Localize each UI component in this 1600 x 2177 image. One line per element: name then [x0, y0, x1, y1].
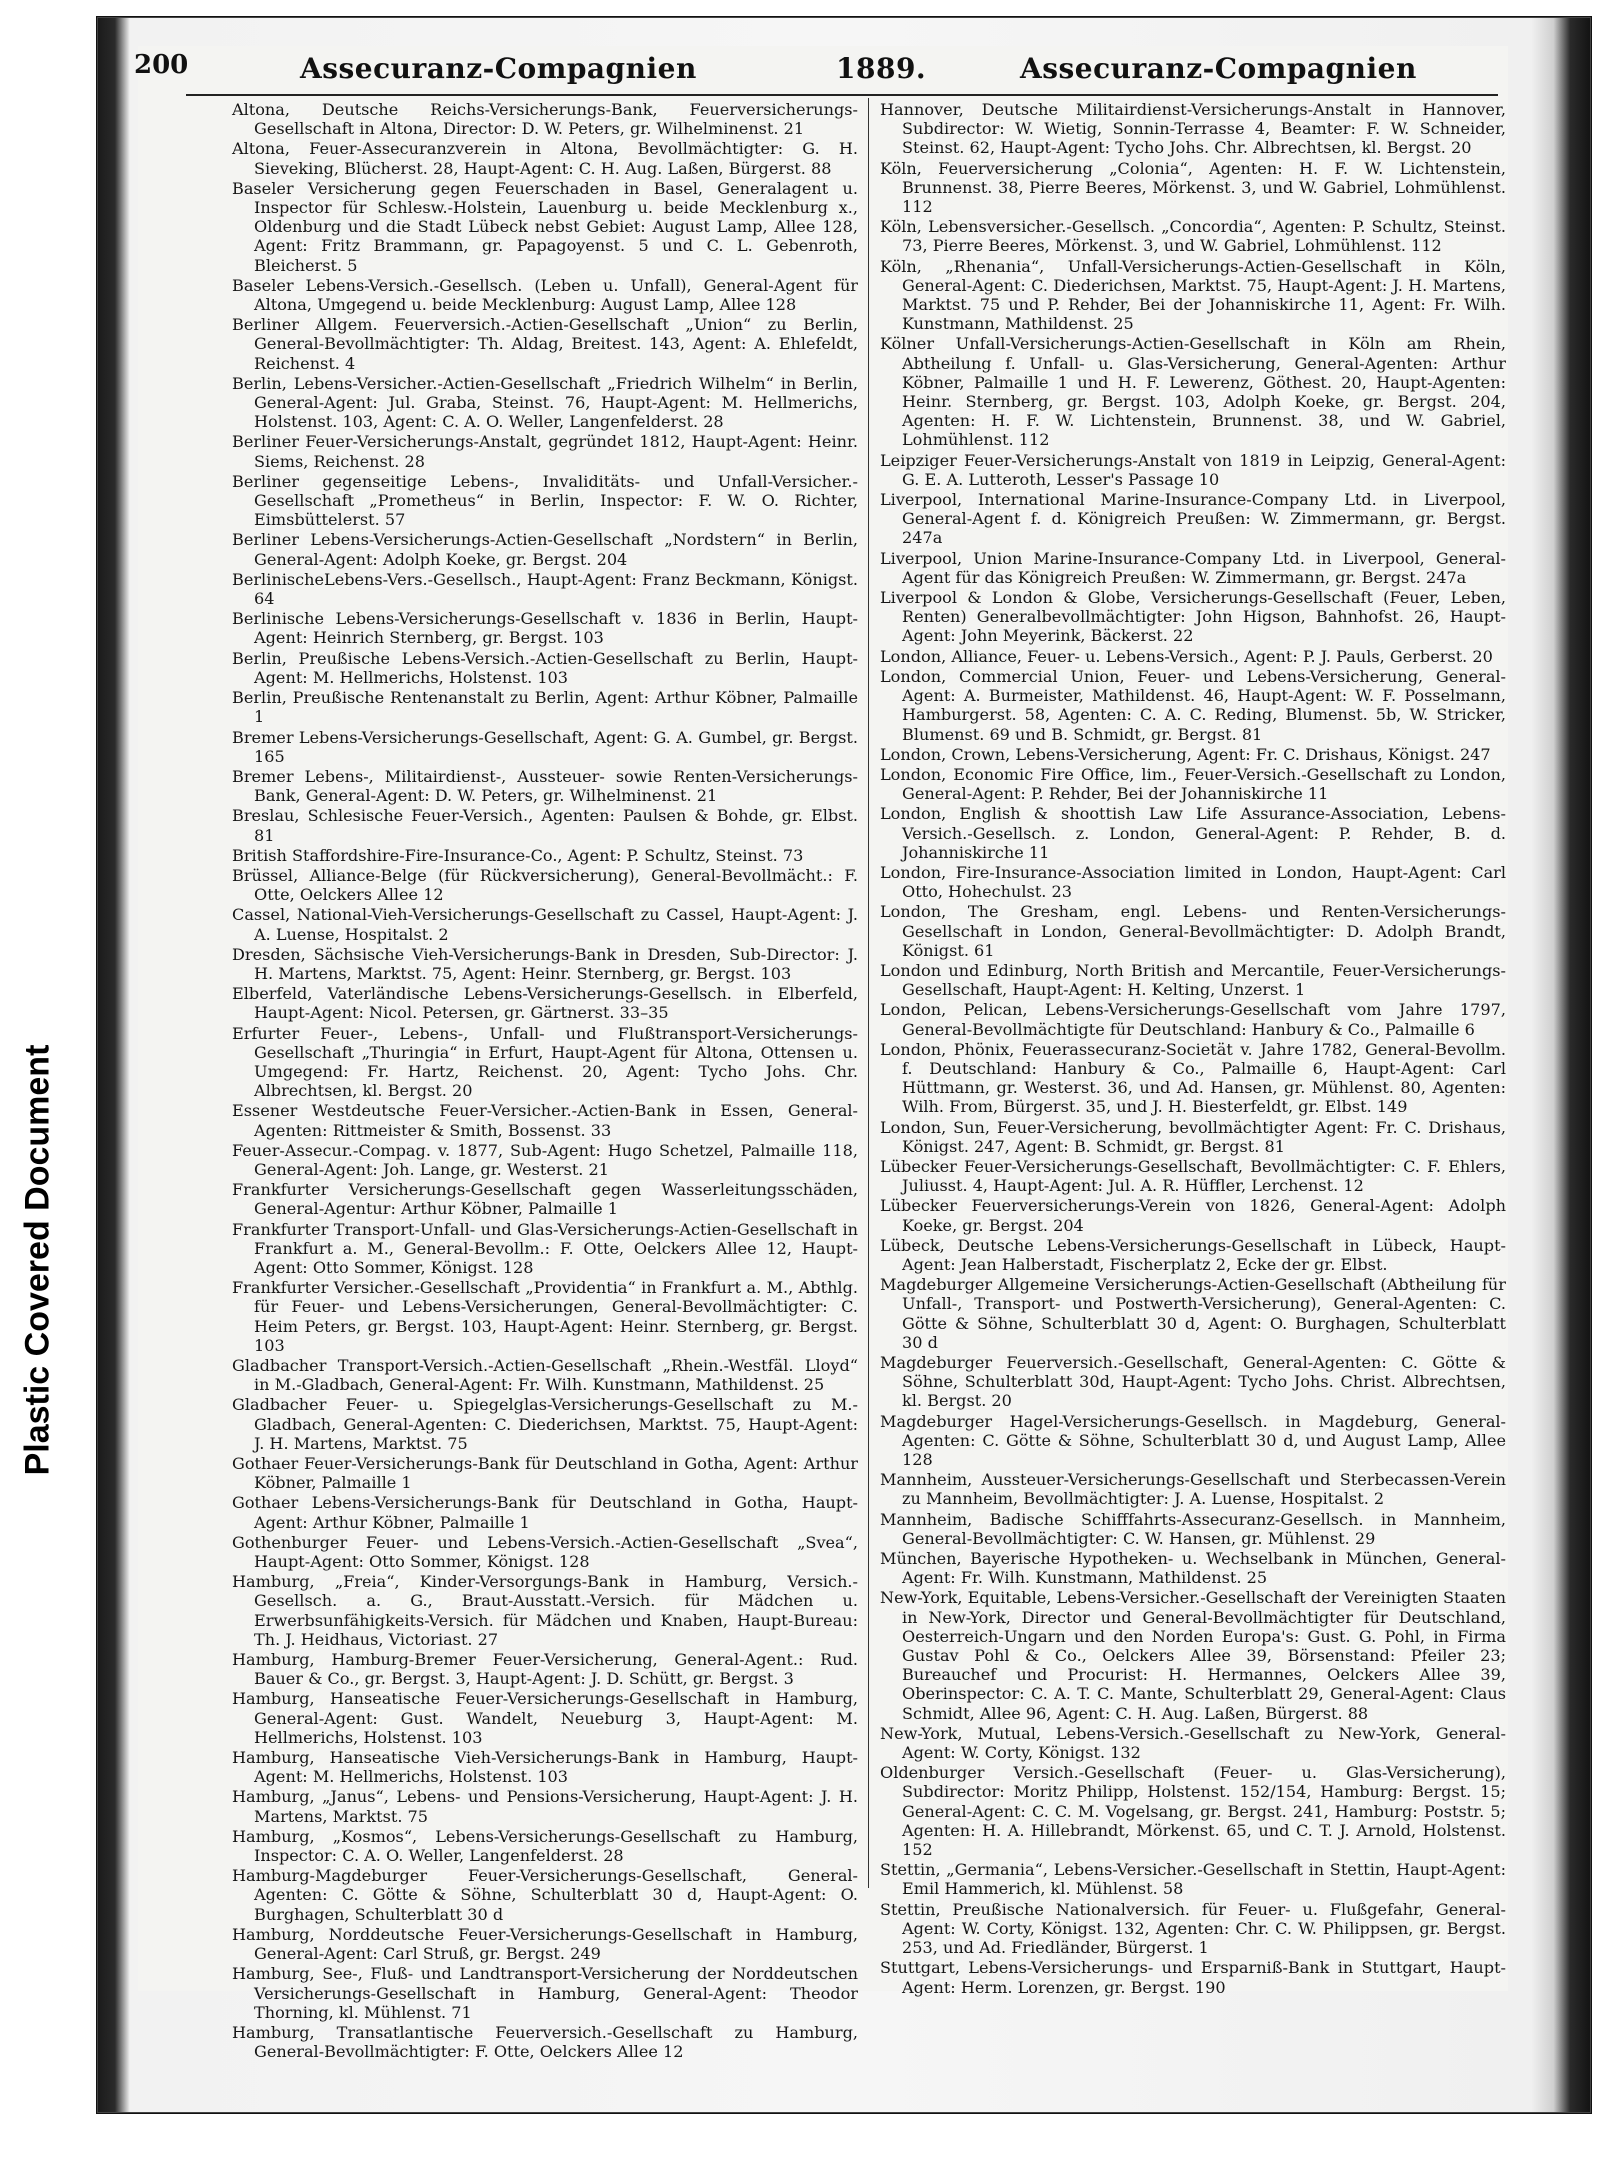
directory-entry: Gothenburger Feuer- und Lebens-Versich.-Actien-Gesellschaft „Svea“, Haupt-Agent: Otto Sommer, Königst. 128: [232, 1532, 858, 1572]
directory-entry: Mannheim, Aussteuer-Versicherungs-Gesellschaft und Sterbecassen-Verein zu Mannheim, Bevollmächtigter: J. A. Luense, Hospitalst. 2: [880, 1470, 1506, 1509]
directory-entry: München, Bayerische Hypotheken- u. Wechselbank in München, General-Agent: Fr. Wilh. Kunstmann, Mathildenst. 25: [880, 1549, 1506, 1588]
directory-entry: Stettin, Preußische Nationalversich. für Feuer- u. Flußgefahr, General-Agent: W. Corty, Königst. 132, Agenten: Chr. C. W. Philippsen, gr. Bergst. 253, und Ad. Friedländer, Bürgerst. 1: [880, 1899, 1506, 1958]
directory-entry: Mannheim, Badische Schifffahrts-Assecuranz-Gesellsch. in Mannheim, General-Bevollmächtigter: C. W. Hansen, gr. Mühlenst. 29: [880, 1509, 1506, 1548]
directory-entry: Berliner Allgem. Feuerversich.-Actien-Gesellschaft „Union“ zu Berlin, General-Bevollmächtigter: Th. Aldag, Breitest. 143, Agent: A. Ehlefeldt, Reichenst. 4: [232, 315, 858, 373]
directory-entry: London und Edinburg, North British and Mercantile, Feuer-Versicherungs-Gesellschaft, Haupt-Agent: H. Kelting, Unzerst. 1: [880, 960, 1506, 1000]
directory-entry: Gladbacher Feuer- u. Spiegelglas-Versicherungs-Gesellschaft zu M.-Gladbach, General-Agenten: C. Diederichsen, Marktst. 75, Haupt-Agent: J. H. Martens, Marktst. 75: [232, 1395, 858, 1453]
directory-entry: Berlinische Lebens-Versicherungs-Gesellschaft v. 1836 in Berlin, Haupt-Agent: Heinrich Sternberg, gr. Bergst. 103: [232, 609, 858, 648]
directory-entry: Frankfurter Transport-Unfall- und Glas-Versicherungs-Actien-Gesellschaft in Frankfurt a. M., General-Bevollm.: F. Otte, Oelckers Allee 12, Haupt-Agent: Otto Sommer, Königst. 128: [232, 1219, 858, 1277]
directory-entry: Hamburg, „Kosmos“, Lebens-Versicherungs-Gesellschaft zu Hamburg, Inspector: C. A. O. Weller, Langenfelderst. 28: [232, 1826, 858, 1866]
directory-entry: London, Economic Fire Office, lim., Feuer-Versich.-Gesellschaft zu London, General-Agent: P. Rehder, Bei der Johanniskirche 11: [880, 764, 1506, 804]
directory-entry: Liverpool & London & Globe, Versicherungs-Gesellschaft (Feuer, Leben, Renten) Generalbevollmächtigter: John Higson, Bahnhofst. 26, Haupt-Agent: John Meyerink, Bäckerst. 22: [880, 588, 1506, 646]
directory-entry: Gladbacher Transport-Versich.-Actien-Gesellschaft „Rhein.-Westfäl. Lloyd“ in M.-Gladbach, General-Agent: Fr. Wilh. Kunstmann, Mathildenst. 25: [232, 1356, 858, 1395]
directory-entry: Liverpool, Union Marine-Insurance-Company Ltd. in Liverpool, General-Agent für das Königreich Preußen: W. Zimmermann, gr. Bergst. 247a: [880, 548, 1506, 587]
directory-entry: Bremer Lebens-Versicherungs-Gesellschaft, Agent: G. A. Gumbel, gr. Bergst. 165: [232, 727, 858, 766]
directory-entry: Hamburg, „Freia“, Kinder-Versorgungs-Bank in Hamburg, Versich.-Gesellsch. a. G., Braut-Ausstatt.-Versich. für Mädchen u. Erwerbsunfähigkeits-Versich. für Mädchen und Knaben, Haupt-Bureau: Th. J. Heidhaus, Victoriast. 27: [232, 1572, 858, 1649]
header-rule: [186, 94, 1498, 96]
directory-entry: Hamburg-Magdeburger Feuer-Versicherungs-Gesellschaft, General-Agenten: C. Götte & Söhne, Schulterblatt 30 d, Haupt-Agent: O. Burghagen, Schulterblatt 30 d: [232, 1866, 858, 1924]
side-label: [18, 1000, 58, 1520]
directory-entry: BerlinischeLebens-Vers.-Gesellsch., Haupt-Agent: Franz Beckmann, Königst. 64: [232, 569, 858, 609]
column-divider: [868, 98, 869, 1888]
directory-entry: Essener Westdeutsche Feuer-Versicher.-Actien-Bank in Essen, General-Agenten: Rittmeister & Smith, Bossenst. 33: [232, 1101, 858, 1140]
directory-entry: Magdeburger Allgemeine Versicherungs-Actien-Gesellschaft (Abtheilung für Unfall-, Transport- und Postwerth-Versicherung), General-Agenten: C. Götte & Söhne, Schulterblatt 30 d, Agent: O. Burghagen, Schulterblatt 30 d: [880, 1275, 1506, 1352]
directory-entry: Hamburg, See-, Fluß- und Landtransport-Versicherung der Norddeutschen Versicherungs-Gesellschaft in Hamburg, General-Agent: Theodor Thorning, kl. Mühlenst. 71: [232, 1964, 858, 2022]
directory-entry: Gothaer Lebens-Versicherungs-Bank für Deutschland in Gotha, Haupt-Agent: Arthur Köbner, Palmaille 1: [232, 1493, 858, 1532]
directory-entry: Berliner Feuer-Versicherungs-Anstalt, gegründet 1812, Haupt-Agent: Heinr. Siems, Reichenst. 28: [232, 432, 858, 471]
directory-entry: Magdeburger Hagel-Versicherungs-Gesellsch. in Magdeburg, General-Agenten: C. Götte & Söhne, Schulterblatt 30 d, und August Lamp, Allee 128: [880, 1411, 1506, 1470]
directory-entry: London, Alliance, Feuer- u. Lebens-Versich., Agent: P. J. Pauls, Gerberst. 20: [880, 646, 1493, 666]
directory-entry: Frankfurter Versicherungs-Gesellschaft gegen Wasserleitungsschäden, General-Agentur: Arthur Köbner, Palmaille 1: [232, 1180, 858, 1219]
directory-entry: London, Commercial Union, Feuer- und Lebens-Versicherung, General-Agent: A. Burmeister, Mathildenst. 46, Haupt-Agent: W. F. Posselmann, Hamburgerst. 58, Agenten: C. A. C. Reding, Blumenst. 5b, W. Stricker, Blumenst. 69 und B. Schmidt, gr. Bergst. 81: [880, 666, 1506, 744]
directory-entry: Berlin, Preußische Lebens-Versich.-Actien-Gesellschaft zu Berlin, Haupt-Agent: M. Hellmerichs, Holstenst. 103: [232, 648, 858, 687]
directory-entry: Brüssel, Alliance-Belge (für Rückversicherung), General-Bevollmächt.: F. Otte, Oelckers Allee 12: [232, 865, 858, 905]
directory-entry: Baseler Lebens-Versich.-Gesellsch. (Leben u. Unfall), General-Agent für Altona, Umgegend u. beide Mecklenburg: August Lamp, Allee 128: [232, 275, 858, 315]
running-title-left: Assecuranz-Compagnien: [300, 52, 697, 85]
directory-entry: Berliner Lebens-Versicherungs-Actien-Gesellschaft „Nordstern“ in Berlin, General-Agent: Adolph Koeke, gr. Bergst. 204: [232, 530, 858, 569]
directory-entry: Hamburg, Hanseatische Vieh-Versicherungs-Bank in Hamburg, Haupt-Agent: M. Hellmerichs, Holstenst. 103: [232, 1748, 858, 1787]
directory-entry: Altona, Deutsche Reichs-Versicherungs-Bank, Feuerversicherungs-Gesellschaft in Altona, Director: D. W. Peters, gr. Wilhelminenst. 21: [232, 100, 858, 139]
directory-entry: Hamburg, Norddeutsche Feuer-Versicherungs-Gesellschaft in Hamburg, General-Agent: Carl Struß, gr. Bergst. 249: [232, 1924, 858, 1964]
directory-entry: Erfurter Feuer-, Lebens-, Unfall- und Flußtransport-Versicherungs-Gesellschaft „Thuringia“ in Erfurt, Haupt-Agent für Altona, Ottensen u. Umgegend: Fr. Hartz, Reichenst. 20, Agent: Tycho Johs. Chr. Albrechtsen, kl. Bergst. 20: [232, 1023, 858, 1101]
directory-entry: Hamburg, Transatlantische Feuerversich.-Gesellschaft zu Hamburg, General-Bevollmächtigter: F. Otte, Oelckers Allee 12: [232, 2022, 858, 2062]
directory-entry: Magdeburger Feuerversich.-Gesellschaft, General-Agenten: C. Götte & Söhne, Schulterblatt 30d, Haupt-Agent: Tycho Johs. Christ. Albrechtsen, kl. Bergst. 20: [880, 1353, 1506, 1411]
directory-entry: Berlin, Lebens-Versicher.-Actien-Gesellschaft „Friedrich Wilhelm“ in Berlin, General-Agent: Jul. Graba, Steinst. 76, Haupt-Agent: M. Hellmerichs, Holstenst. 103, Agent: C. A. O. Weller, Langenfelderst. 28: [232, 373, 858, 432]
directory-entry: Berliner gegenseitige Lebens-, Invaliditäts- und Unfall-Versicher.-Gesellschaft „Prometheus“ in Berlin, Inspector: F. W. O. Richter, Eimsbüttelerst. 57: [232, 471, 858, 530]
directory-entry: Dresden, Sächsische Vieh-Versicherungs-Bank in Dresden, Sub-Director: J. H. Martens, Marktst. 75, Agent: Heinr. Sternberg, gr. Bergst. 103: [232, 944, 858, 983]
directory-entry: Bremer Lebens-, Militairdienst-, Aussteuer- sowie Renten-Versicherungs-Bank, General-Agent: D. W. Peters, gr. Wilhelminenst. 21: [232, 766, 858, 806]
directory-entry: Feuer-Assecur.-Compag. v. 1877, Sub-Agent: Hugo Schetzel, Palmaille 118, General-Agent: Joh. Lange, gr. Westerst. 21: [232, 1140, 858, 1179]
directory-entry: London, The Gresham, engl. Lebens- und Renten-Versicherungs-Gesellschaft in London, General-Bevollmächtigter: D. Adolph Brandt, Königst. 61: [880, 902, 1506, 960]
directory-entry: Köln, Lebensversicher.-Gesellsch. „Concordia“, Agenten: P. Schultz, Steinst. 73, Pierre Beeres, Mörkenst. 3, und W. Gabriel, Lohmühlenst. 112: [880, 217, 1506, 256]
directory-entry: Oldenburger Versich.-Gesellschaft (Feuer- u. Glas-Versicherung), Subdirector: Moritz Philipp, Holstenst. 152/154, Hamburg: Bergst. 15; General-Agent: C. C. M. Vogelsang, gr. Bergst. 241, Hamburg: Poststr. 5; Agenten: H. A. Hillebrandt, Mörkenst. 65, und C. T. J. Arnold, Holstenst. 152: [880, 1763, 1506, 1860]
running-title-right: Assecuranz-Compagnien: [1020, 52, 1417, 85]
directory-entry: Hamburg, Hamburg-Bremer Feuer-Versicherung, General-Agent.: Rud. Bauer & Co., gr. Bergst. 3, Haupt-Agent: J. D. Schütt, gr. Bergst. 3: [232, 1650, 858, 1689]
directory-entry: Stuttgart, Lebens-Versicherungs- und Ersparniß-Bank in Stuttgart, Haupt-Agent: Herm. Lorenzen, gr. Bergst. 190: [880, 1958, 1506, 1997]
directory-entry: Köln, Feuerversicherung „Colonia“, Agenten: H. F. W. Lichtenstein, Brunnenst. 38, Pierre Beeres, Mörkenst. 3, und W. Gabriel, Lohmühlenst. 112: [880, 158, 1506, 217]
directory-entry: Cassel, National-Vieh-Versicherungs-Gesellschaft zu Cassel, Haupt-Agent: J. A. Luense, Hospitalst. 2: [232, 905, 858, 944]
directory-entry: Liverpool, International Marine-Insurance-Company Ltd. in Liverpool, General-Agent f. d. Königreich Preußen: W. Zimmermann, gr. Bergst. 247a: [880, 490, 1506, 548]
directory-entry: Hamburg, „Janus“, Lebens- und Pensions-Versicherung, Haupt-Agent: J. H. Martens, Marktst. 75: [232, 1787, 858, 1826]
directory-entry: Altona, Feuer-Assecuranzverein in Altona, Bevollmächtigter: G. H. Sieveking, Blücherst. 28, Haupt-Agent: C. H. Aug. Laßen, Bürgerst. 88: [232, 139, 858, 178]
page-number: 200: [134, 50, 189, 80]
side-label-text: Plastic Covered Document: [18, 1044, 57, 1476]
left-column: [232, 100, 858, 2062]
directory-entry: Frankfurter Versicher.-Gesellschaft „Providentia“ in Frankfurt a. M., Abthlg. für Feuer- und Lebens-Versicherungen, General-Bevollmächtigter: C. Heim Peters, gr. Bergst. 103, Haupt-Agent: Heinr. Sternberg, gr. Bergst. 103: [232, 1278, 858, 1355]
directory-entry: Kölner Unfall-Versicherungs-Actien-Gesellschaft in Köln am Rhein, Abtheilung f. Unfall- u. Glas-Versicherung, General-Agenten: Arthur Köbner, Palmaille 1 und H. F. Lewerenz, Göthest. 20, Haupt-Agenten: Heinr. Sternberg, gr. Bergst. 103, Adolph Koeke, gr. Bergst. 204, Agenten: H. F. W. Lichtenstein, Brunnenst. 38, und W. Gabriel, Lohmühlenst. 112: [880, 334, 1506, 450]
directory-entry: New-York, Equitable, Lebens-Versicher.-Gesellschaft der Vereinigten Staaten in New-York, Director und General-Bevollmächtigter für Deutschland, Oesterreich-Ungarn und den Norden Europa's: Gust. G. Pohl, in Firma Gustav Pohl & Co., Oelckers Allee 39, Börsenstand: Pfeiler 23; Bureauchef und Procurist: H. Hermannes, Oelckers Allee 39, Oberinspector: C. A. T. C. Mante, Schulterblatt 29, General-Agent: Claus Schmidt, Allee 96, Agent: C. H. Aug. Laßen, Bürgerst. 88: [880, 1588, 1506, 1723]
directory-entry: Elberfeld, Vaterländische Lebens-Versicherungs-Gesellsch. in Elberfeld, Haupt-Agent: Nicol. Petersen, gr. Gärtnerst. 33–35: [232, 984, 858, 1023]
directory-entry: New-York, Mutual, Lebens-Versich.-Gesellschaft zu New-York, General-Agent: W. Corty, Königst. 132: [880, 1723, 1506, 1763]
directory-entry: London, Fire-Insurance-Association limited in London, Haupt-Agent: Carl Otto, Hohechulst. 23: [880, 862, 1506, 902]
running-year: 1889.: [836, 52, 927, 85]
directory-entry: Lübecker Feuerversicherungs-Verein von 1826, General-Agent: Adolph Koeke, gr. Bergst. 204: [880, 1196, 1506, 1235]
directory-entry: British Staffordshire-Fire-Insurance-Co., Agent: P. Schultz, Steinst. 73: [232, 845, 804, 865]
directory-entry: Hamburg, Hanseatische Feuer-Versicherungs-Gesellschaft in Hamburg, General-Agent: Gust. Wandelt, Neueburg 3, Haupt-Agent: M. Hellmerichs, Holstenst. 103: [232, 1689, 858, 1747]
directory-entry: Stettin, „Germania“, Lebens-Versicher.-Gesellschaft in Stettin, Haupt-Agent: Emil Hammerich, kl. Mühlenst. 58: [880, 1860, 1506, 1899]
directory-entry: Köln, „Rhenania“, Unfall-Versicherungs-Actien-Gesellschaft in Köln, General-Agent: C. Diederichsen, Marktst. 75, Haupt-Agent: J. H. Martens, Marktst. 75 und P. Rehder, Bei der Johanniskirche 11, Agent: Fr. Wilh. Kunstmann, Mathildenst. 25: [880, 256, 1506, 334]
right-column: [880, 100, 1506, 1998]
directory-entry: Lübecker Feuer-Versicherungs-Gesellschaft, Bevollmächtigter: C. F. Ehlers, Juliusst. 4, Haupt-Agent: Jul. A. R. Hüffler, Lerchenst. 12: [880, 1156, 1506, 1196]
directory-entry: London, English & shoottish Law Life Assurance-Association, Lebens-Versich.-Gesellsch. z. London, General-Agent: P. Rehder, B. d. Johanniskirche 11: [880, 804, 1506, 862]
directory-entry: London, Sun, Feuer-Versicherung, bevollmächtigter Agent: Fr. C. Drishaus, Königst. 247, Agent: B. Schmidt, gr. Bergst. 81: [880, 1117, 1506, 1156]
directory-entry: Leipziger Feuer-Versicherungs-Anstalt von 1819 in Leipzig, General-Agent: G. E. A. Lutteroth, Lesser's Passage 10: [880, 450, 1506, 489]
directory-entry: London, Phönix, Feuerassecuranz-Societät v. Jahre 1782, General-Bevollm. f. Deutschland: Hanbury & Co., Palmaille 6, Haupt-Agent: Carl Hüttmann, gr. Westerst. 36, und Ad. Hansen, gr. Mühlenst. 80, Agenten: Wilh. From, Bürgerst. 35, und J. H. Biesterfeldt, gr. Elbst. 149: [880, 1039, 1506, 1117]
directory-entry: London, Crown, Lebens-Versicherung, Agent: Fr. C. Drishaus, Königst. 247: [880, 744, 1491, 764]
directory-entry: Hannover, Deutsche Militairdienst-Versicherungs-Anstalt in Hannover, Subdirector: W. Wietig, Sonnin-Terrasse 4, Beamter: F. W. Schneider, Steinst. 62, Haupt-Agent: Tycho Johs. Chr. Albrechtsen, kl. Bergst. 20: [880, 100, 1506, 158]
directory-entry: Baseler Versicherung gegen Feuerschaden in Basel, Generalagent u. Inspector für Schlesw.-Holstein, Lauenburg u. beide Mecklenburg x., Oldenburg und die Stadt Lübeck nebst Gebiet: August Lamp, Allee 128, Agent: Fritz Brammann, gr. Papagoyenst. 5 und C. L. Gebenroth, Bleicherst. 5: [232, 178, 858, 275]
directory-entry: London, Pelican, Lebens-Versicherungs-Gesellschaft vom Jahre 1797, General-Bevollmächtigte für Deutschland: Hanbury & Co., Palmaille 6: [880, 1000, 1506, 1039]
directory-entry: Gothaer Feuer-Versicherungs-Bank für Deutschland in Gotha, Agent: Arthur Köbner, Palmaille 1: [232, 1454, 858, 1493]
directory-entry: Lübeck, Deutsche Lebens-Versicherungs-Gesellschaft in Lübeck, Haupt-Agent: Jean Halberstadt, Fischerplatz 2, Ecke der gr. Elbst.: [880, 1235, 1506, 1274]
directory-entry: Berlin, Preußische Rentenanstalt zu Berlin, Agent: Arthur Köbner, Palmaille 1: [232, 688, 858, 727]
directory-entry: Breslau, Schlesische Feuer-Versich., Agenten: Paulsen & Bohde, gr. Elbst. 81: [232, 806, 858, 845]
